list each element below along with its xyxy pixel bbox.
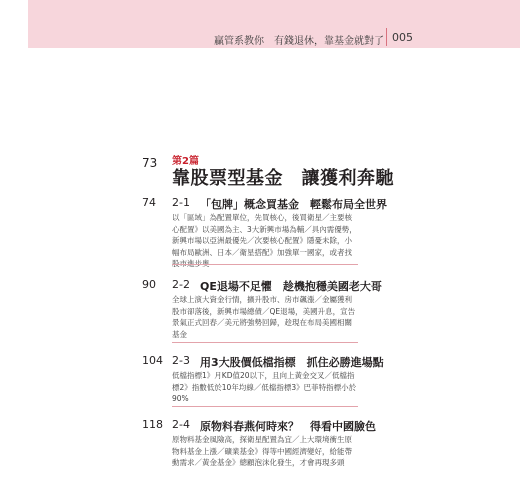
entry-description: 全球上演大資金行情，擴升股市、房市飆漲／金屬獲利股市卻落後，新興市場總債／QE退場，美國升息，宣告景氣正式回春／美元將強勢回歸，趁現在布局美國相關基金 xyxy=(172,295,356,339)
entry-title[interactable]: QE退場不足懼 趁機抱穩美國老大哥 xyxy=(200,280,382,293)
entry-section-number: 2-2 xyxy=(172,278,190,291)
entry-title[interactable]: 「包牌」概念買基金 輕鬆布局全世界 xyxy=(200,198,387,211)
entry-description: 低檔指標1》月KD值20以下，且向上黃金交叉／低檔指標2》指數低於10年均線／低檔指標3》巴菲特指標小於90% xyxy=(172,371,357,403)
entry-description: 原物料基金風險高，探衛星配置為宜／上大環境衝生原物料基金上漲／礦業基金》得等中國經濟變好，給能帶動需求／黃金基金》總顧泡沫化發生，才會再現多頭 xyxy=(172,435,352,467)
entry-title[interactable]: 用3大股價低檔指標 抓住必勝進場點 xyxy=(200,356,384,369)
entry-divider xyxy=(172,342,358,343)
part-label: 第2篇 xyxy=(172,156,199,167)
entry-page-number: 118 xyxy=(142,418,163,431)
entry-section-number: 2-1 xyxy=(172,196,190,209)
running-header-title: 贏管系教你 有錢退休，靠基金就對了 xyxy=(214,36,384,47)
entry-page-number: 104 xyxy=(142,354,163,367)
entry-page-number: 90 xyxy=(142,278,156,291)
entry-section-number: 2-4 xyxy=(172,418,190,431)
entry-divider xyxy=(172,264,358,265)
entry-title[interactable]: 原物料春燕何時來？ 得看中國臉色 xyxy=(200,420,376,433)
entry-page-number: 74 xyxy=(142,196,156,209)
page-number: 005 xyxy=(392,31,413,44)
entry-description: 以「區域」為配置單位，先買核心，後買衛星／主要核心配置》以美國為主、3大新興市場為輔／具內需優勢，新興市場以亞洲最優先／次要核心配置》隱憂未除，小幅布局歐洲、日本／衛星搭配》加強單一國家，或者找 xyxy=(172,213,357,257)
entry-divider xyxy=(172,406,358,407)
part-page-number: 73 xyxy=(142,156,158,170)
part-title: 靠股票型基金 讓獲利奔馳 xyxy=(172,168,394,189)
header-divider xyxy=(386,28,387,46)
entry-section-number: 2-3 xyxy=(172,354,190,367)
